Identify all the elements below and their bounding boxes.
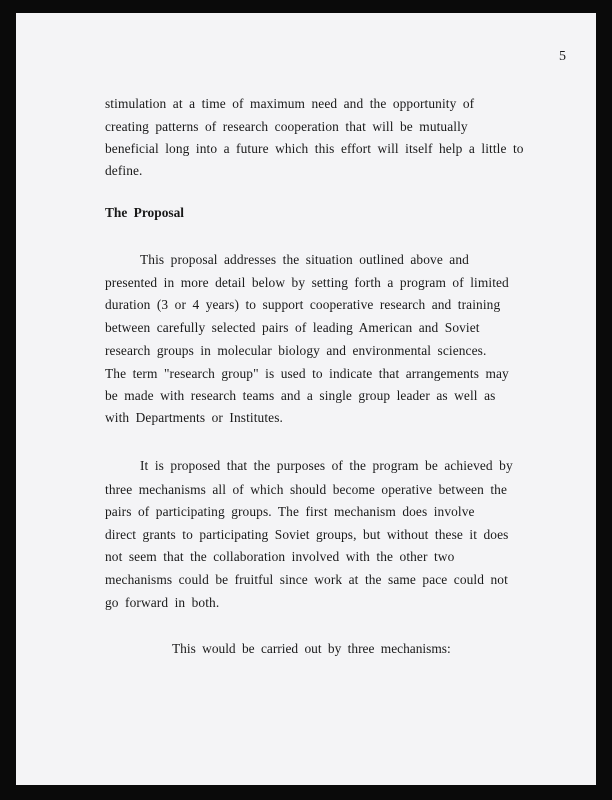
text-line: three mechanisms all of which should become operative between the	[105, 482, 507, 497]
document-page	[16, 13, 596, 785]
page-number: 5	[559, 49, 566, 64]
text-line: mechanisms could be fruitful since work at the same pace could not	[105, 572, 508, 587]
text-line: pairs of participating groups. The first mechanism does involve	[105, 504, 475, 519]
text-line: This proposal addresses the situation outlined above and	[140, 252, 469, 267]
text-line: duration (3 or 4 years) to support cooperative research and training	[105, 297, 501, 312]
text-line: not seem that the collaboration involved with the other two	[105, 549, 455, 564]
text-line: beneficial long into a future which this effort will itself help a little to	[105, 141, 524, 156]
text-line: with Departments or Institutes.	[105, 410, 283, 425]
text-line: presented in more detail below by setting forth a program of limited	[105, 275, 509, 290]
text-line: be made with research teams and a single group leader as well as	[105, 388, 496, 403]
section-heading: The Proposal	[105, 205, 185, 220]
text-line: It is proposed that the purposes of the program be achieved by	[140, 458, 513, 473]
text-line: direct grants to participating Soviet groups, but without these it does	[105, 527, 509, 542]
text-line: research groups in molecular biology and environmental sciences.	[105, 343, 487, 358]
text-line: go forward in both.	[105, 595, 220, 610]
text-line: creating patterns of research cooperation that will be mutually	[105, 119, 468, 134]
text-line: define.	[105, 163, 143, 178]
text-line: between carefully selected pairs of leading American and Soviet	[105, 320, 480, 335]
closing-line: This would be carried out by three mechanisms:	[172, 641, 451, 656]
text-line: stimulation at a time of maximum need and the opportunity of	[105, 96, 475, 111]
text-line: The term "research group" is used to indicate that arrangements may	[105, 366, 509, 381]
